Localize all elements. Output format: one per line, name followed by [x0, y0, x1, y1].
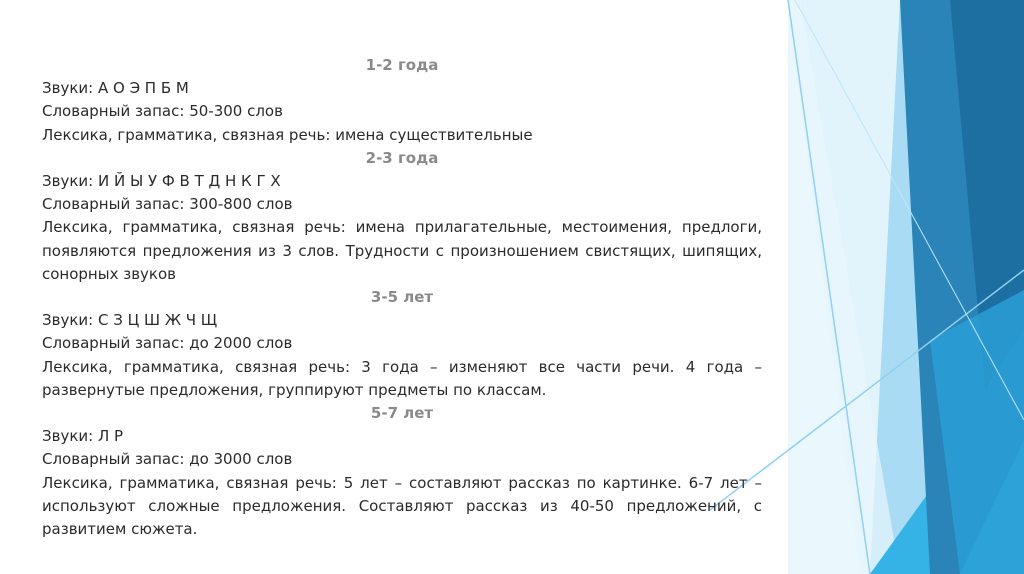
vocabulary-line: Словарный запас: до 2000 слов: [42, 334, 293, 353]
section-3-5: [42, 286, 762, 402]
vocabulary-line: Словарный запас: 50-300 слов: [42, 102, 283, 121]
sounds-line: Звуки: А О Э П Б М: [42, 79, 189, 98]
lexicon-paragraph: Лексика, грамматика, связная речь: 3 года – изменяют все части речи. 4 года – развернутые предложения, группируют предметы по классам.: [42, 357, 762, 399]
section-5-7: [42, 402, 762, 541]
lexicon-paragraph: Лексика, грамматика, связная речь: 5 лет – составляют рассказ по картинке. 6-7 лет – используют сложные предложения. Составляют рассказ из 40-50 предложений, с развитием сюжета.: [42, 473, 762, 539]
lexicon-paragraph: Лексика, грамматика, связная речь: имена существительные: [42, 125, 533, 144]
vocabulary-line: Словарный запас: 300-800 слов: [42, 195, 293, 214]
section-2-3: [42, 147, 762, 286]
section-heading: 2-3 года: [365, 148, 439, 167]
vocabulary-line: Словарный запас: до 3000 слов: [42, 450, 293, 469]
section-heading: 5-7 лет: [370, 404, 434, 423]
lexicon-paragraph: Лексика, грамматика, связная речь: имена прилагательные, местоимения, предлоги, появляются предложения из 3 слов. Трудности с произношением свистящих, шипящих, сонорных звуков: [42, 218, 762, 283]
section-heading: 1-2 года: [365, 56, 439, 74]
sounds-line: Звуки: С З Ц Ш Ж Ч Щ: [42, 311, 218, 330]
section-1-2: [42, 54, 762, 147]
slide-text: [42, 54, 762, 541]
section-heading: 3-5 лет: [370, 288, 434, 307]
sounds-line: Звуки: Л Р: [42, 427, 124, 446]
sounds-line: Звуки: И Й Ы У Ф В Т Д Н К Г Х: [42, 172, 281, 191]
